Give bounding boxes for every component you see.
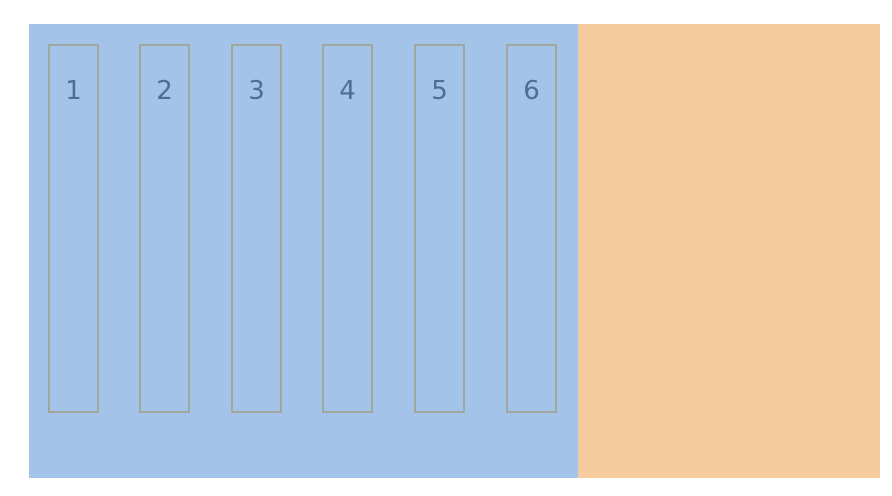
column-box-2 [139, 44, 190, 413]
column-box-6 [506, 44, 557, 413]
flex-container [29, 24, 578, 478]
column-label-6: 6 [523, 76, 540, 106]
column-label-4: 4 [339, 76, 356, 106]
column-box-4 [322, 44, 373, 413]
column-label-3: 3 [248, 76, 265, 106]
side-panel [578, 24, 880, 478]
column-label-1: 1 [65, 76, 82, 106]
column-label-2: 2 [156, 76, 173, 106]
column-box-1 [48, 44, 99, 413]
column-label-5: 5 [431, 76, 448, 106]
column-box-5 [414, 44, 465, 413]
column-box-3 [231, 44, 282, 413]
